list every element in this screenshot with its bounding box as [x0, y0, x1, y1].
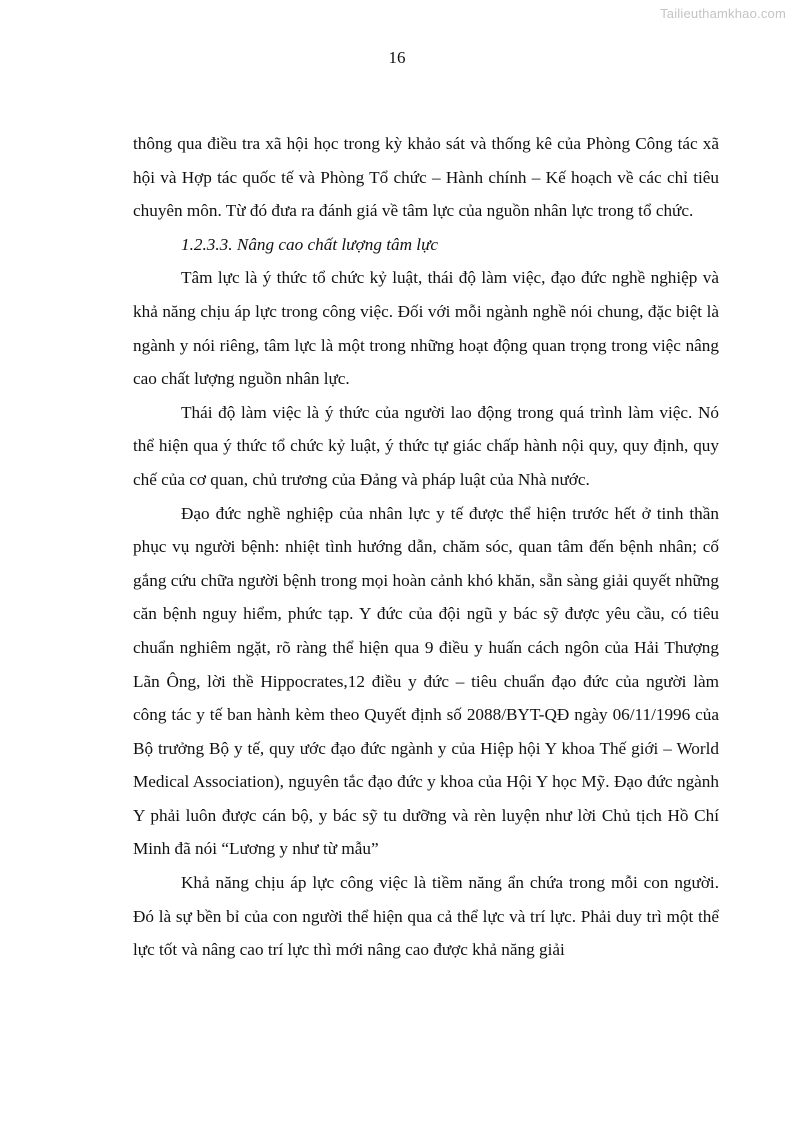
- paragraph-work-attitude: Thái độ làm việc là ý thức của người lao động trong quá trình làm việc. Nó thể hiện qua ý thức tổ chức kỷ luật, ý thức tự giác chấp hành nội quy, quy định, quy chế của cơ quan, chủ trương của Đảng và pháp luật của Nhà nước.: [133, 402, 719, 489]
- page-number: 16: [388, 48, 406, 67]
- section-heading: 1.2.3.3. Nâng cao chất lượng tâm lực: [181, 234, 439, 254]
- paragraph-pressure-tolerance: Khả năng chịu áp lực công việc là tiềm năng ẩn chứa trong mỗi con người. Đó là sự bền bỉ của con người thể hiện qua cả thể lực và trí lực. Phải duy trì một thể lực tốt và nâng cao trí lực thì mới nâng cao được khả năng giải: [133, 873, 719, 960]
- paragraph-tam-luc-definition: Tâm lực là ý thức tổ chức kỷ luật, thái độ làm việc, đạo đức nghề nghiệp và khả năng chịu áp lực trong công việc. Đối với mỗi ngành nghề nói chung, đặc biệt là ngành y nói riêng, tâm lực là một trong những hoạt động quan trọng trong việc nâng cao chất lượng nguồn nhân lực.: [133, 268, 719, 389]
- document-body: [133, 127, 719, 967]
- paragraph-continuation: thông qua điều tra xã hội học trong kỳ khảo sát và thống kê của Phòng Công tác xã hội và Hợp tác quốc tế và Phòng Tổ chức – Hành chính – Kế hoạch về các chỉ tiêu chuyên môn. Từ đó đưa ra đánh giá về tâm lực của nguồn nhân lực trong tổ chức.: [133, 134, 719, 221]
- watermark: Tailieuthamkhao.com: [660, 6, 786, 21]
- paragraph-medical-ethics: Đạo đức nghề nghiệp của nhân lực y tế được thể hiện trước hết ở tinh thần phục vụ người bệnh: nhiệt tình hướng dẫn, chăm sóc, quan tâm đến bệnh nhân; cố gắng cứu chữa người bệnh trong mọi hoàn cảnh khó khăn, sẵn sàng giải quyết những căn bệnh nguy hiểm, phức tạp. Y đức của đội ngũ y bác sỹ được yêu cầu, có tiêu chuẩn nghiêm ngặt, rõ ràng thể hiện qua 9 điều y huấn cách ngôn của Hải Thượng Lãn Ông, lời thề Hippocrates,12 điều y đức – tiêu chuẩn đạo đức của người làm công tác y tế ban hành kèm theo Quyết định số 2088/BYT-QĐ ngày 06/11/1996 của Bộ trưởng Bộ y tế, quy ước đạo đức ngành y của Hiệp hội Y khoa Thế giới – World Medical Association), nguyên tắc đạo đức y khoa của Hội Y học Mỹ. Đạo đức ngành Y phải luôn được cán bộ, y bác sỹ tu dưỡng và rèn luyện như lời Chủ tịch Hồ Chí Minh đã nói “Lương y như từ mẫu”: [133, 503, 719, 859]
